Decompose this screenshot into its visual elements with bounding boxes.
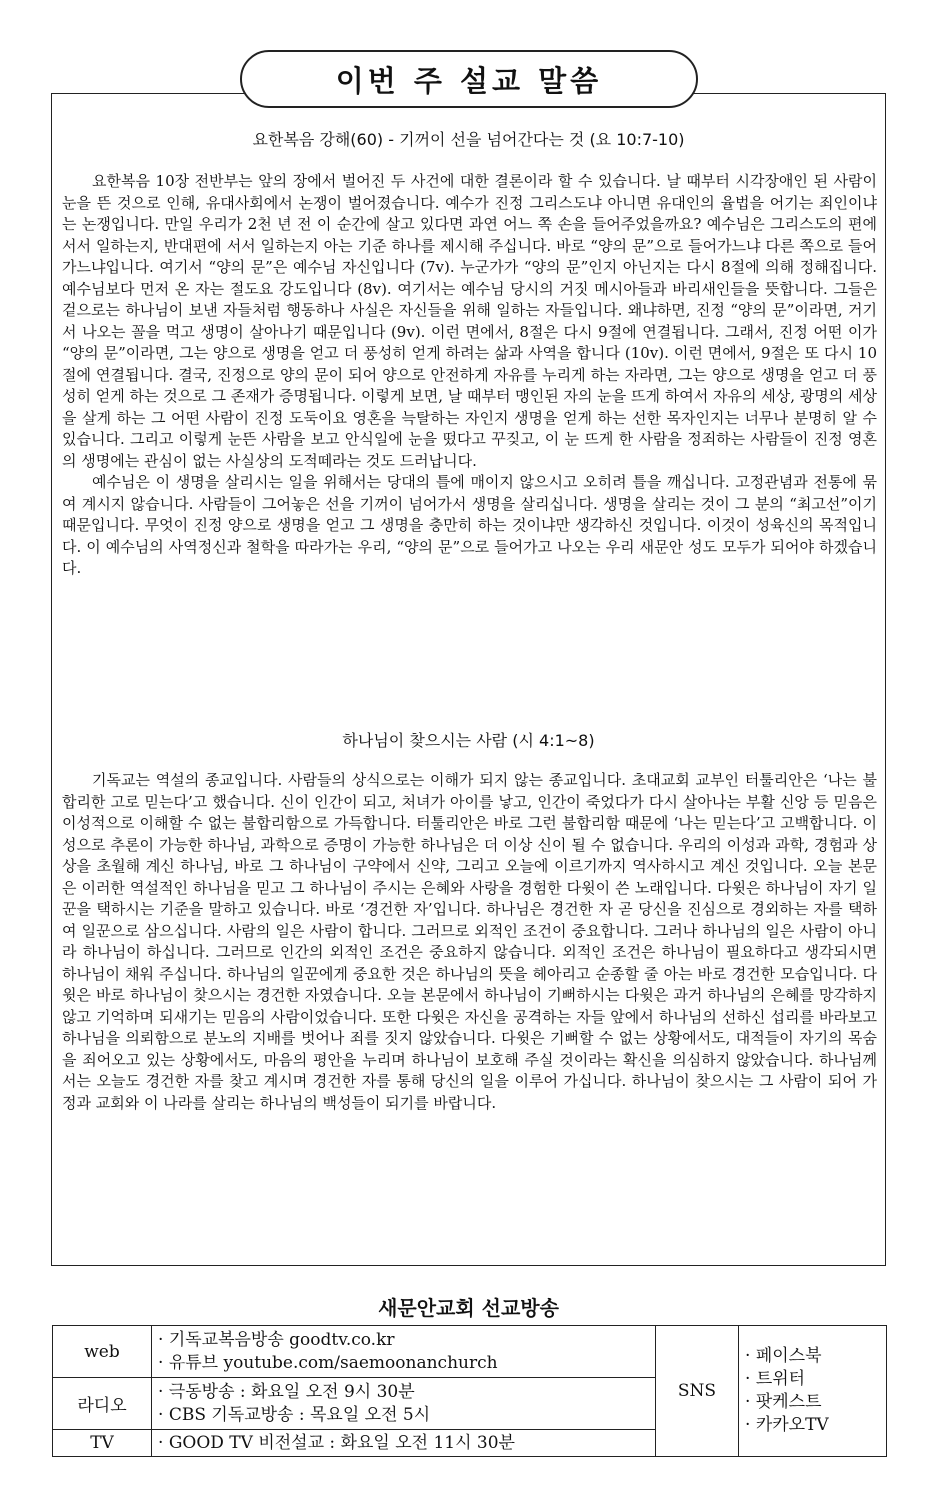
broadcast-table xyxy=(52,1325,887,1457)
tv-item: · GOOD TV 비전설교 : 화요일 오전 11시 30분 xyxy=(158,1432,649,1455)
web-label: web xyxy=(53,1326,152,1378)
sns-item: · 카카오TV xyxy=(745,1414,880,1437)
sermon2-heading: 하나님이 찾으시는 사람 (시 4:1~8) xyxy=(342,731,595,750)
sermon1-paragraph: 예수님은 이 생명을 살리시는 일을 위해서는 당대의 틀에 매이지 않으시고 오히려 틀을 깨십니다. 고정관념과 전통에 묶여 계시지 않습니다. 사람들이 그어놓은 선을 기꺼이 넘어가서 생명을 살리십니다. 생명을 살리는 것이 그 분의 “최고선”이기 때문입니다. 무엇이 진정 양으로 생명을 얻고 그 생명을 충만히 하는 것이냐만 생각하신 것입니다. 이것이 성육신의 목적입니다. 이 예수님의 사역정신과 철학을 따라가는 우리, “양의 문”으로 들어가고 나오는 우리 새문안 성도 모두가 되어야 하겠습니다. xyxy=(62,473,877,577)
tv-items xyxy=(152,1430,656,1457)
radio-items xyxy=(152,1378,656,1430)
sns-items xyxy=(739,1326,887,1457)
web-item: · 유튜브 youtube.com/saemoonanchurch xyxy=(158,1352,649,1375)
tv-label: TV xyxy=(53,1430,152,1457)
page-title: 이번 주 설교 말씀 xyxy=(335,63,603,98)
sns-label: SNS xyxy=(656,1326,739,1457)
radio-item: · 극동방송 : 화요일 오전 9시 30분 xyxy=(158,1381,649,1404)
sermon2-body xyxy=(62,770,877,1114)
web-item: · 기독교복음방송 goodtv.co.kr xyxy=(158,1329,649,1352)
web-items xyxy=(152,1326,656,1378)
radio-item: · CBS 기독교방송 : 목요일 오전 5시 xyxy=(158,1404,649,1427)
sermon1-paragraph: 요한복음 10장 전반부는 앞의 장에서 벌어진 두 사건에 대한 결론이라 할 수 있습니다. 날 때부터 시각장애인 된 사람이 눈을 뜬 것으로 인해, 유대사회에서 논쟁이 벌어졌습니다. 예수가 진정 그리스도냐 아니면 유대인의 율법을 어기는 죄인이냐는 논쟁입니다. 만일 우리가 2천 년 전 이 순간에 살고 있다면 과연 어느 쪽 손을 들어주었을까요? 예수님은 그리스도의 편에 서서 일하는지, 반대편에 서서 일하는지 아는 기준 하나를 제시해 주십니다. 바로 “양의 문”으로 들어가느냐 다른 쪽으로 들어가느냐입니다. 여기서 “양의 문”은 예수님 자신입니다 (7v). 누군가가 “양의 문”인지 아닌지는 다시 8절에 의해 정해집니다. 예수님보다 먼저 온 자는 절도요 강도입니다 (8v). 여기서는 예수님 당시의 거짓 메시아들과 바리새인들을 뜻합니다. 그들은 겉으로는 하나님이 보낸 자들처럼 행동하나 사실은 자신들을 위해 일하는 자들입니다. 왜냐하면, 진정 “양의 문”이라면, 거기서 나오는 꼴을 먹고 생명이 살아나기 때문입니다 (9v). 이런 면에서, 8절은 다시 9절에 연결됩니다. 그래서, 진정 어떤 이가 “양의 문”이라면, 그는 양으로 생명을 얻고 더 풍성히 얻게 하려는 삶과 사역을 합니다 (10v). 이런 면에서, 9절은 또 다시 10절에 연결됩니다. 결국, 진정으로 양의 문이 되어 양으로 안전하게 자유를 누리게 하는 자라면, 그는 양으로 생명을 얻고 더 풍성히 얻게 하는 것으로 그 존재가 증명됩니다. 이렇게 보면, 날 때부터 맹인된 자의 눈을 뜨게 하여서 자유의 세상, 광명의 세상을 살게 하는 그 어떤 사람이 진정 도둑이요 영혼을 늑탈하는 자인지 생명을 얻게 하는 선한 목자인지는 너무나 분명히 알 수 있습니다. 그리고 이렇게 눈뜬 사람을 보고 안식일에 눈을 떴다고 꾸짖고, 이 눈 뜨게 한 사람을 정죄하는 사람들이 진정 영혼의 생명에는 관심이 없는 사실상의 도적떼라는 것도 드러납니다. xyxy=(62,172,877,470)
sermon1-heading: 요한복음 강해(60) - 기꺼이 선을 넘어간다는 것 (요 10:7-10) xyxy=(252,130,685,149)
page-title-banner xyxy=(240,50,698,108)
radio-label: 라디오 xyxy=(53,1378,152,1430)
sns-item: · 트위터 xyxy=(745,1368,880,1391)
sermon1-body xyxy=(62,171,877,580)
sermon2-paragraph: 기독교는 역설의 종교입니다. 사람들의 상식으로는 이해가 되지 않는 종교입니다. 초대교회 교부인 터툴리안은 ‘나는 불합리한 고로 믿는다’고 했습니다. 신이 인간이 되고, 처녀가 아이를 낳고, 인간이 죽었다가 다시 살아나는 부활 신앙 등 믿음은 이성적으로 이해할 수 없는 불합리함으로 가득합니다. 터툴리안은 바로 그런 불합리함 때문에 ‘나는 믿는다’고 고백합니다. 이성으로 추론이 가능한 하나님, 과학으로 증명이 가능한 하나님은 더 이상 신이 될 수 없습니다. 우리의 이성과 과학, 경험과 상상을 초월해 계신 하나님, 바로 그 하나님이 구약에서 신약, 그리고 오늘에 이르기까지 역사하시고 계신 것입니다. 오늘 본문은 이러한 역설적인 하나님을 믿고 그 하나님이 주시는 은혜와 사랑을 경험한 다윗이 쓴 노래입니다. 다윗은 하나님이 자기 일꾼을 택하시는 기준을 말하고 있습니다. 바로 ‘경건한 자’입니다. 하나님은 경건한 자 곧 당신을 진심으로 경외하는 자를 택하여 일꾼으로 삼으십니다. 사람의 일은 사람이 합니다. 그러므로 외적인 조건이 중요합니다. 그러나 하나님의 일은 사람이 아니라 하나님이 하십니다. 그러므로 인간의 외적인 조건은 중요하지 않습니다. 외적인 조건은 하나님이 필요하다고 생각되시면 하나님이 채워 주십니다. 하나님의 일꾼에게 중요한 것은 하나님의 뜻을 헤아리고 순종할 줄 아는 바로 경건한 모습입니다. 다윗은 바로 하나님이 찾으시는 경건한 자였습니다. 오늘 본문에서 하나님이 기뻐하시는 다윗은 과거 하나님의 은혜를 망각하지 않고 기억하며 되새기는 믿음의 사람이었습니다. 또한 다윗은 자신을 공격하는 자들 앞에서 하나님의 선하신 섭리를 바라보고 하나님을 의뢰함으로 분노의 지배를 벗어나 죄를 짓지 않았습니다. 다윗은 기뻐할 수 없는 상황에서도, 대적들이 자기의 목숨을 죄어오고 있는 상황에서도, 마음의 평안을 누리며 하나님이 보호해 주실 것이라는 확신을 의심하지 않았습니다. 하나님께서는 오늘도 경건한 자를 찾고 계시며 경건한 자를 통해 당신의 일을 이루어 가십니다. 하나님이 찾으시는 그 사람이 되어 가정과 교회와 이 나라를 살리는 하나님의 백성들이 되기를 바랍니다. xyxy=(62,771,877,1112)
sns-item: · 팟케스트 xyxy=(745,1391,880,1414)
broadcast-title: 새문안교회 선교방송 xyxy=(378,1296,559,1320)
sns-item: · 페이스북 xyxy=(745,1345,880,1368)
